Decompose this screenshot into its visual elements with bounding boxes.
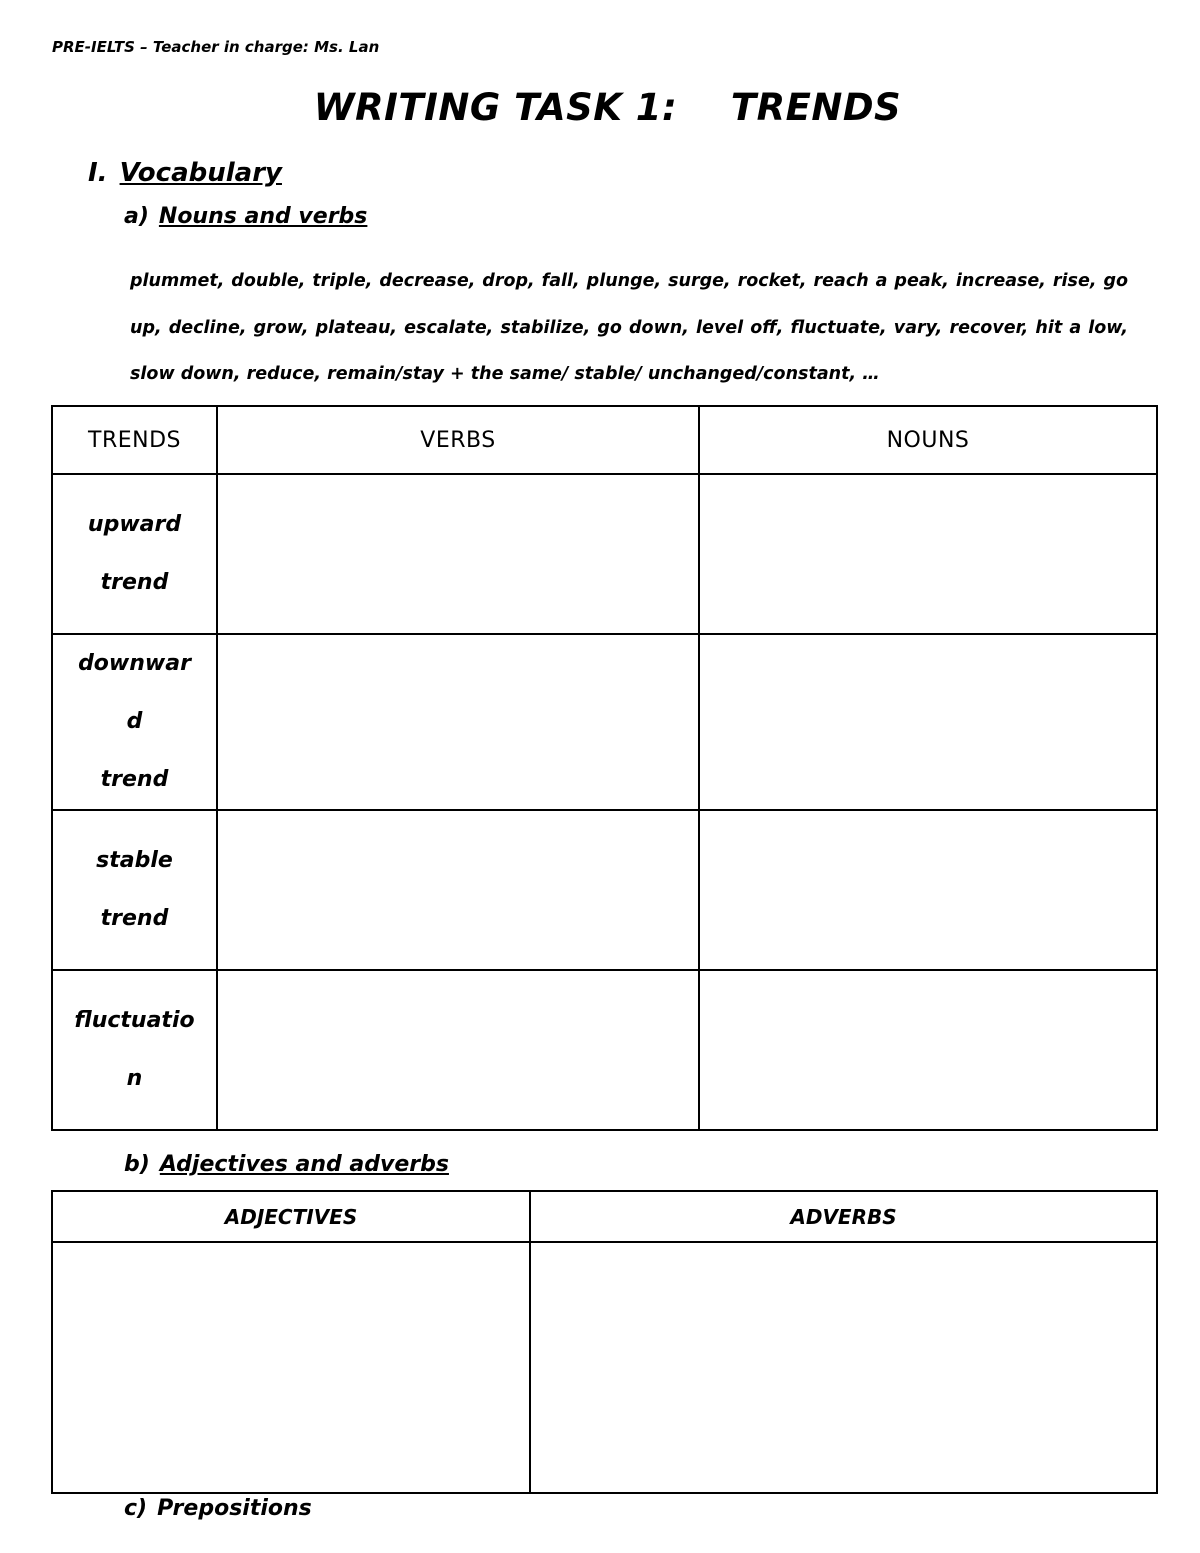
subsection-a-title: Nouns and verbs [158,204,368,229]
trend-label-upward [52,474,217,634]
verbs-header: VERBS [217,406,699,474]
trend-label-fluctuation [52,970,217,1130]
course-header: PRE-IELTS – Teacher in charge: Ms. Lan [52,38,380,56]
trends-header: TRENDS [52,406,217,474]
nouns-header: NOUNS [699,406,1157,474]
section-number: I. [88,158,108,188]
verbs-cell-stable[interactable] [217,810,699,970]
subsection-b-letter: b) [124,1152,150,1177]
trend-label-downward [52,634,217,810]
nouns-cell-stable[interactable] [699,810,1157,970]
subsection-c-heading [124,1496,312,1521]
adjectives-cell[interactable] [52,1242,530,1493]
subsection-a-letter: a) [124,204,149,229]
nouns-cell-downward[interactable] [699,634,1157,810]
adverbs-cell[interactable] [530,1242,1157,1493]
subsection-b-title: Adjectives and adverbs [159,1152,449,1177]
subsection-b-heading [124,1152,449,1177]
verbs-cell-upward[interactable] [217,474,699,634]
section-vocabulary-heading [88,158,282,188]
trend-label-line: n [126,1066,143,1091]
table-row [52,1242,1157,1493]
adjectives-adverbs-table [51,1190,1158,1494]
table-row [52,474,1157,634]
trend-label-line: downwar [78,651,191,676]
trend-label-line: upward [87,512,182,537]
nouns-cell-upward[interactable] [699,474,1157,634]
adverbs-header: ADVERBS [530,1191,1157,1242]
trends-table [51,405,1158,1131]
verbs-cell-downward[interactable] [217,634,699,810]
subsection-a-heading [124,204,367,229]
table-row [52,810,1157,970]
word-bank: plummet, double, triple, decrease, drop, fall, plunge, surge, rocket, reach a peak, increase, rise, go up, decline, grow, plateau, escalate, stabilize, go down, level off, fluctuate, vary, recover, hit a low, slow down, reduce, remain/stay + the same/ stable/ unchanged/constant, … [130,271,1128,384]
trend-label-line: d [126,709,143,734]
trend-label-stable [52,810,217,970]
trend-label-line: trend [100,906,169,931]
trend-label-line: trend [100,767,169,792]
section-title: Vocabulary [119,158,282,188]
nouns-cell-fluctuation[interactable] [699,970,1157,1130]
trend-label-line: stable [96,848,173,873]
table-row [52,634,1157,810]
trend-label-line: fluctuatio [74,1008,195,1033]
subsection-c-letter: c) [124,1496,148,1521]
trend-label-line: trend [100,570,169,595]
table-row [52,970,1157,1130]
adjectives-header: ADJECTIVES [52,1191,530,1242]
subsection-c-title: Prepositions [157,1496,312,1521]
page-title: WRITING TASK 1: TRENDS [313,86,902,129]
verbs-cell-fluctuation[interactable] [217,970,699,1130]
